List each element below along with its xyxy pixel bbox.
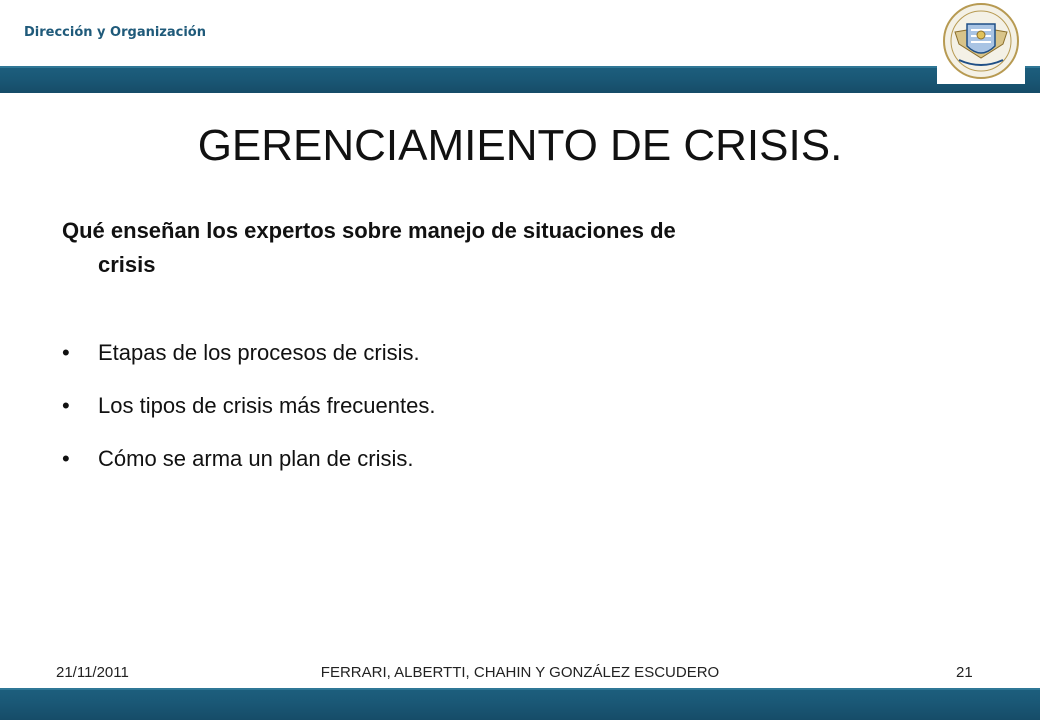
bullet-item — [62, 393, 435, 419]
header-label: Dirección y Organización — [24, 25, 206, 40]
bottom-band — [0, 688, 1040, 720]
bullet-text: Cómo se arma un plan de crisis. — [98, 446, 414, 471]
bullet-item — [62, 446, 435, 472]
slide-title: GERENCIAMIENTO DE CRISIS. — [197, 121, 843, 170]
subtitle-line-2: crisis — [98, 252, 156, 277]
bullet-list — [62, 340, 435, 499]
footer-page-number: 21 — [956, 664, 973, 681]
bullet-dot: • — [62, 340, 70, 365]
footer-date: 21/11/2011 — [56, 664, 129, 681]
footer-authors: FERRARI, ALBERTTI, CHAHIN Y GONZÁLEZ ESCUDERO — [320, 664, 720, 681]
bullet-text: Los tipos de crisis más frecuentes. — [98, 393, 436, 418]
bullet-dot: • — [62, 393, 70, 418]
bullet-item — [62, 340, 435, 366]
slide-subtitle — [62, 214, 982, 282]
bullet-dot: • — [62, 446, 70, 471]
subtitle-line-1: Qué enseñan los expertos sobre manejo de situaciones de — [62, 218, 676, 243]
school-crest-logo — [937, 0, 1025, 84]
top-band — [0, 66, 1040, 93]
bullet-text: Etapas de los procesos de crisis. — [98, 340, 420, 365]
